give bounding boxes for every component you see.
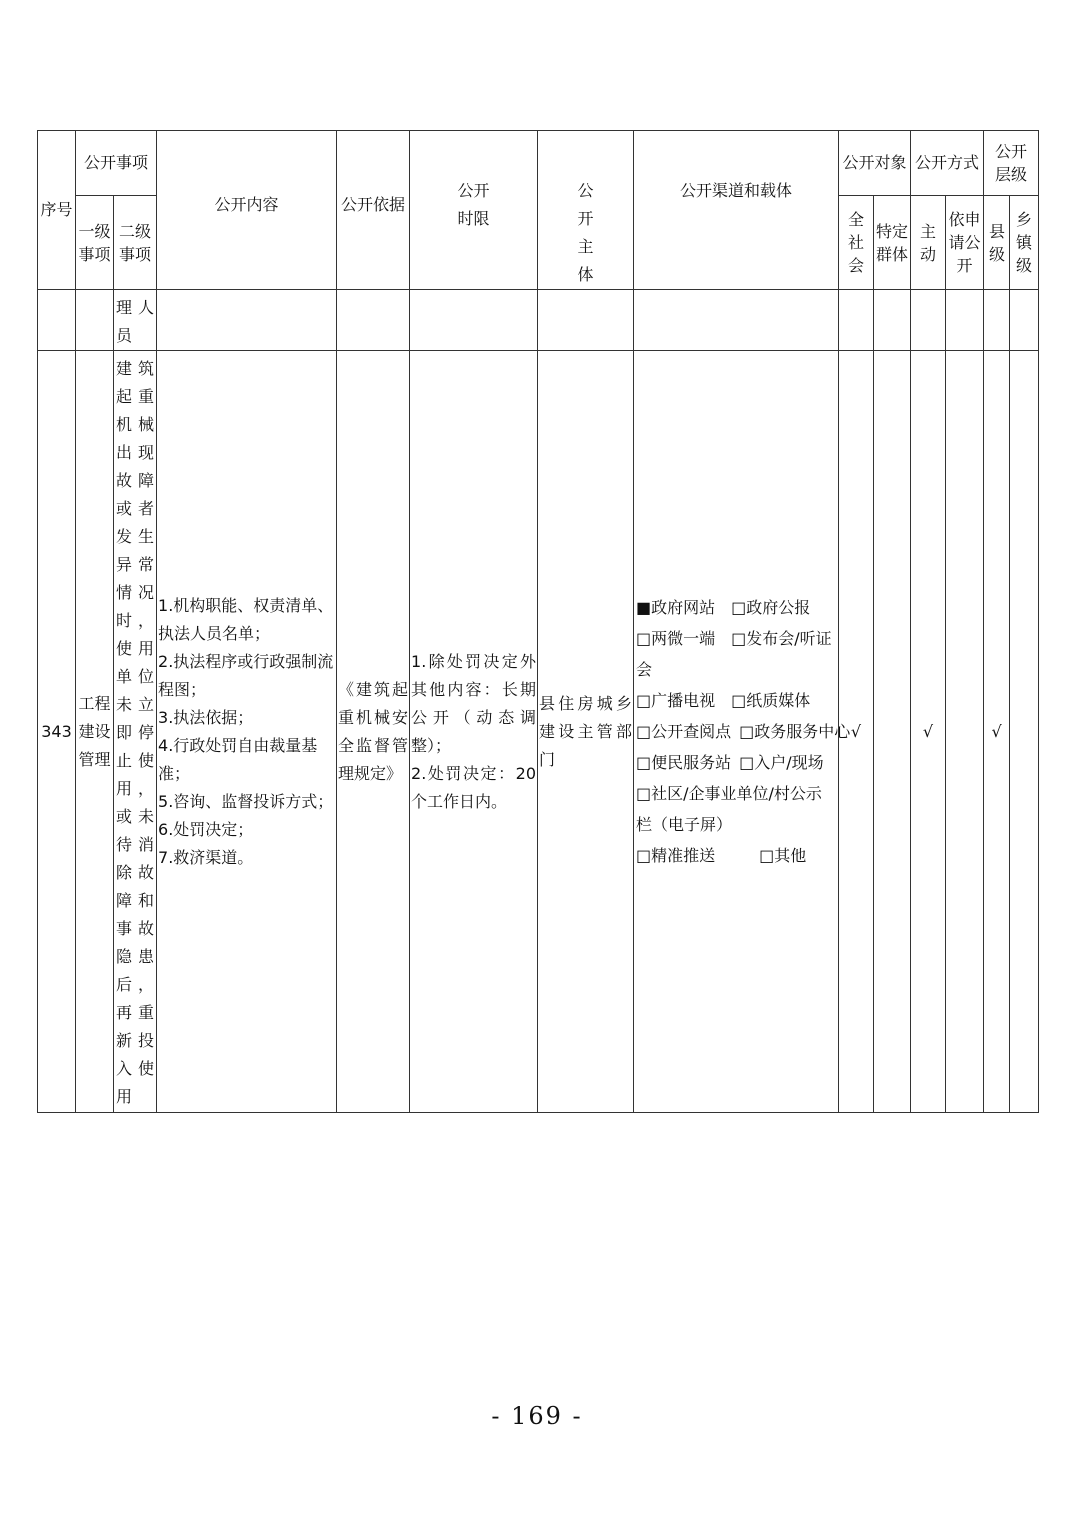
row-tier-town [1010,351,1039,1113]
channel-door-to-door: □入户/现场 [739,753,824,772]
channel-broadcast: □广播电视 [636,691,716,710]
header-items: 公开事项 [76,131,157,196]
row-tier-county: √ [984,351,1010,1113]
header-mode: 公开方式 [911,131,984,196]
timelimit-item: 1.除处罚决定外其他内容：长期公开（动态调整）； [411,651,537,755]
header-level1: 一级事项 [76,196,114,290]
row-level1: 工程建设管理 [76,351,114,1113]
channel-website: ■政府网站 [636,598,716,617]
channel-press: □发布会/听证会 [636,629,832,679]
header-subject: 公开主体 [538,131,634,290]
continuation-level2: 理人员 [114,290,157,351]
row-level2: 建筑起重机械出现故障或者发生异常情况时，使用单位未立即停止使用，或未待消除故障和事故隐患后，再重新投入使用 [114,351,157,1113]
header-mode-request: 依申请公开 [946,196,984,290]
content-item: 1.机构职能、权责清单、执法人员名单； [158,595,334,643]
content-item: 3.执法依据； [158,707,254,727]
header-audience-all: 全社会 [839,196,874,290]
content-item: 5.咨询、监督投诉方式； [158,791,334,811]
header-tier-town: 乡镇级 [1010,196,1039,290]
row-seq: 343 [38,351,76,1113]
channel-service-station: □便民服务站 [636,753,732,772]
channel-precise: □精准推送 [636,846,716,865]
content-item: 4.行政处罚自由裁量基准； [158,735,318,783]
row-audience-specific [874,351,911,1113]
channel-service-center: □政务服务中心 [739,722,851,741]
channel-paper: □纸质媒体 [731,691,811,710]
channel-two-micro: □两微一端 [636,629,716,648]
content-item: 7.救济渠道。 [158,847,254,867]
header-tier: 公开层级 [984,131,1039,196]
header-level2: 二级事项 [114,196,157,290]
header-channels: 公开渠道和载体 [634,131,839,290]
header-content: 公开内容 [157,131,337,290]
timelimit-item: 2.处罚决定：20个工作日内。 [411,763,537,811]
row-timelimit [410,351,538,1113]
header-audience-specific: 特定群体 [874,196,911,290]
channel-bulletin: □社区/企事业单位/村公示栏（电子屏） [636,784,822,834]
table-row [38,290,1039,351]
content-item: 6.处罚决定； [158,819,254,839]
row-content [157,351,337,1113]
channel-gazette: □政府公报 [731,598,811,617]
disclosure-table [37,130,1039,1113]
row-mode-active: √ [911,351,946,1113]
header-audience: 公开对象 [839,131,911,196]
table-row [38,351,1039,1113]
channel-other: □其他 [759,846,807,865]
header-tier-county: 县级 [984,196,1010,290]
row-mode-request [946,351,984,1113]
header-timelimit: 公开时限 [410,131,538,290]
page-number: - 169 - [491,1402,583,1430]
header-basis: 公开依据 [337,131,410,290]
row-subject: 县住房城乡建设主管部门 [538,351,634,1113]
channel-reading-point: □公开查阅点 [636,722,732,741]
row-channels [634,351,851,1113]
header-seq: 序号 [38,131,76,290]
content-item: 2.执法程序或行政强制流程图； [158,651,334,699]
header-mode-active: 主动 [911,196,946,290]
row-audience-all: √ [839,351,874,1113]
row-basis: 《建筑起重机械安全监督管理规定》 [337,351,410,1113]
